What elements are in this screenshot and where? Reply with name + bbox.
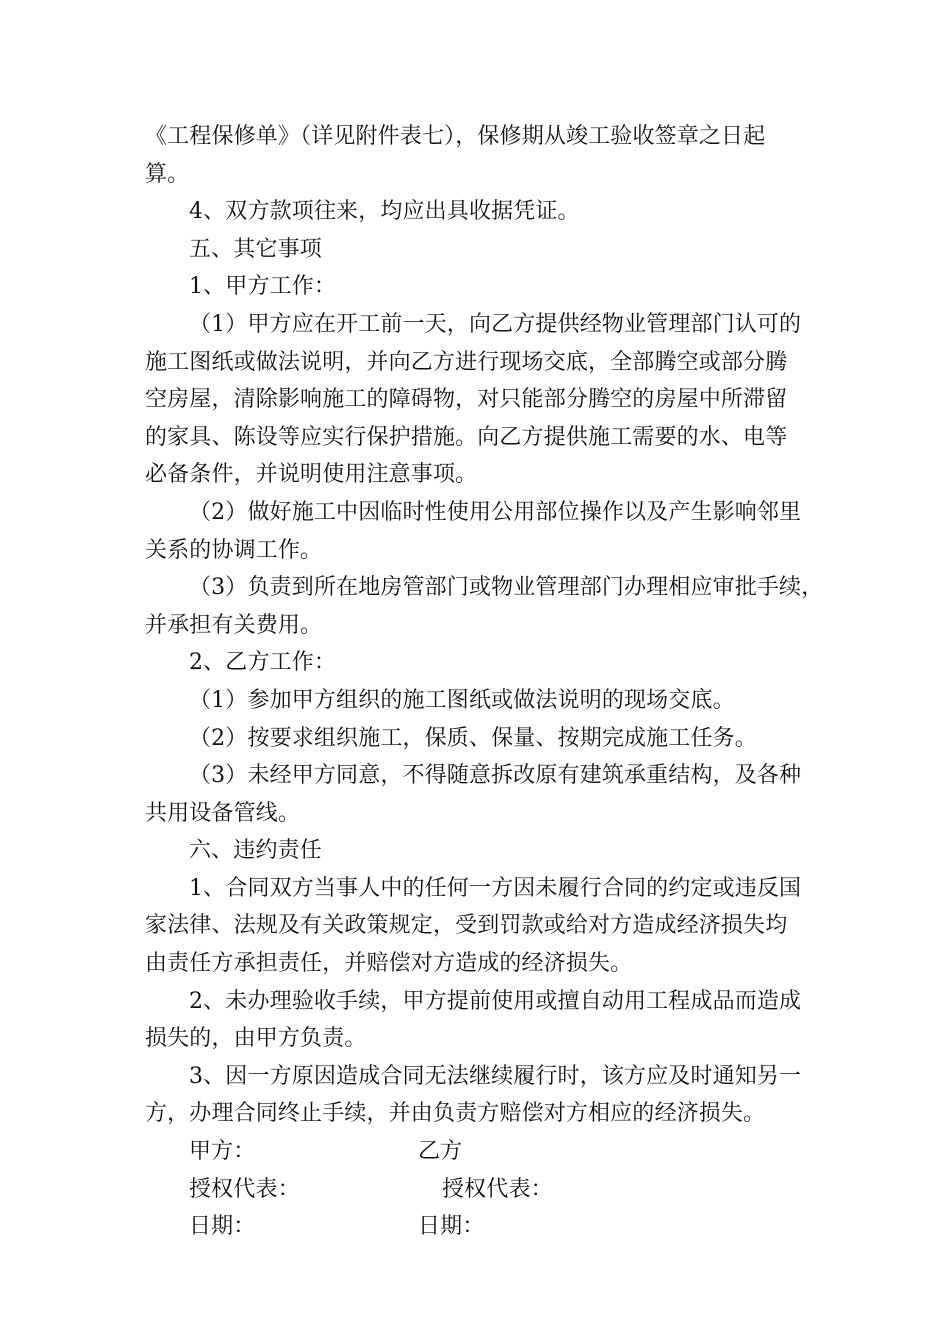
text-line: 必备条件，并说明使用注意事项。	[145, 462, 478, 488]
subsection-heading: 2、乙方工作：	[189, 650, 337, 676]
text-line: 关系的协调工作。	[145, 537, 323, 563]
text-line: 空房屋，清除影响施工的障碍物，对只能部分腾空的房屋中所滞留	[145, 387, 788, 413]
text-line: 由责任方承担责任，并赔偿对方造成的经济损失。	[145, 951, 633, 977]
party-a-representative-label: 授权代表：	[189, 1176, 300, 1202]
text-line: （2）按要求组织施工，保质、保量、按期完成施工任务。	[189, 725, 757, 751]
text-line: 1、合同双方当事人中的任何一方因未履行合同的约定或违反国	[189, 875, 802, 901]
text-line: （3）未经甲方同意，不得随意拆改原有建筑承重结构，及各种	[189, 763, 802, 789]
text-line: 2、未办理验收手续，甲方提前使用或擅自动用工程成品而造成	[189, 988, 802, 1014]
text-line: 并承担有关费用。	[145, 612, 323, 638]
section-heading: 五、其它事项	[189, 236, 322, 262]
contract-body	[145, 118, 825, 1246]
signature-row-party	[145, 1133, 825, 1171]
text-line: 4、双方款项往来，均应出具收据凭证。	[189, 199, 580, 225]
subsection-heading: 1、甲方工作：	[189, 274, 337, 300]
text-line: 施工图纸或做法说明，并向乙方进行现场交底，全部腾空或部分腾	[145, 349, 788, 375]
text-line: 《工程保修单》（详见附件表七），保修期从竣工验收签章之日起	[145, 124, 766, 149]
text-line: （3）负责到所在地房管部门或物业管理部门办理相应审批手续，	[189, 575, 824, 601]
party-a-label: 甲方：	[189, 1139, 256, 1165]
text-line: 损失的，由甲方负责。	[145, 1026, 367, 1052]
text-line: 算。	[145, 161, 190, 187]
text-line: 家法律、法规及有关政策规定，受到罚款或给对方造成经济损失均	[145, 913, 788, 939]
text-line: 方，办理合同终止手续，并由负责方赔偿对方相应的经济损失。	[145, 1101, 766, 1127]
signature-row-date	[145, 1208, 825, 1246]
text-line: 共用设备管线。	[145, 800, 301, 826]
signature-row-representative	[145, 1171, 825, 1209]
party-b-date-label: 日期：	[418, 1214, 485, 1240]
text-line: （1）甲方应在开工前一天，向乙方提供经物业管理部门认可的	[189, 311, 802, 337]
section-heading: 六、违约责任	[189, 838, 322, 864]
text-line: 的家具、陈设等应实行保护措施。向乙方提供施工需要的水、电等	[145, 424, 788, 450]
party-a-date-label: 日期：	[189, 1214, 256, 1240]
party-b-representative-label: 授权代表：	[442, 1176, 553, 1202]
text-line: 3、因一方原因造成合同无法继续履行时，该方应及时通知另一	[189, 1063, 802, 1089]
text-line: （1）参加甲方组织的施工图纸或做法说明的现场交底。	[189, 687, 735, 713]
text-line: （2）做好施工中因临时性使用公用部位操作以及产生影响邻里	[189, 499, 802, 525]
party-b-label: 乙方	[418, 1139, 463, 1165]
